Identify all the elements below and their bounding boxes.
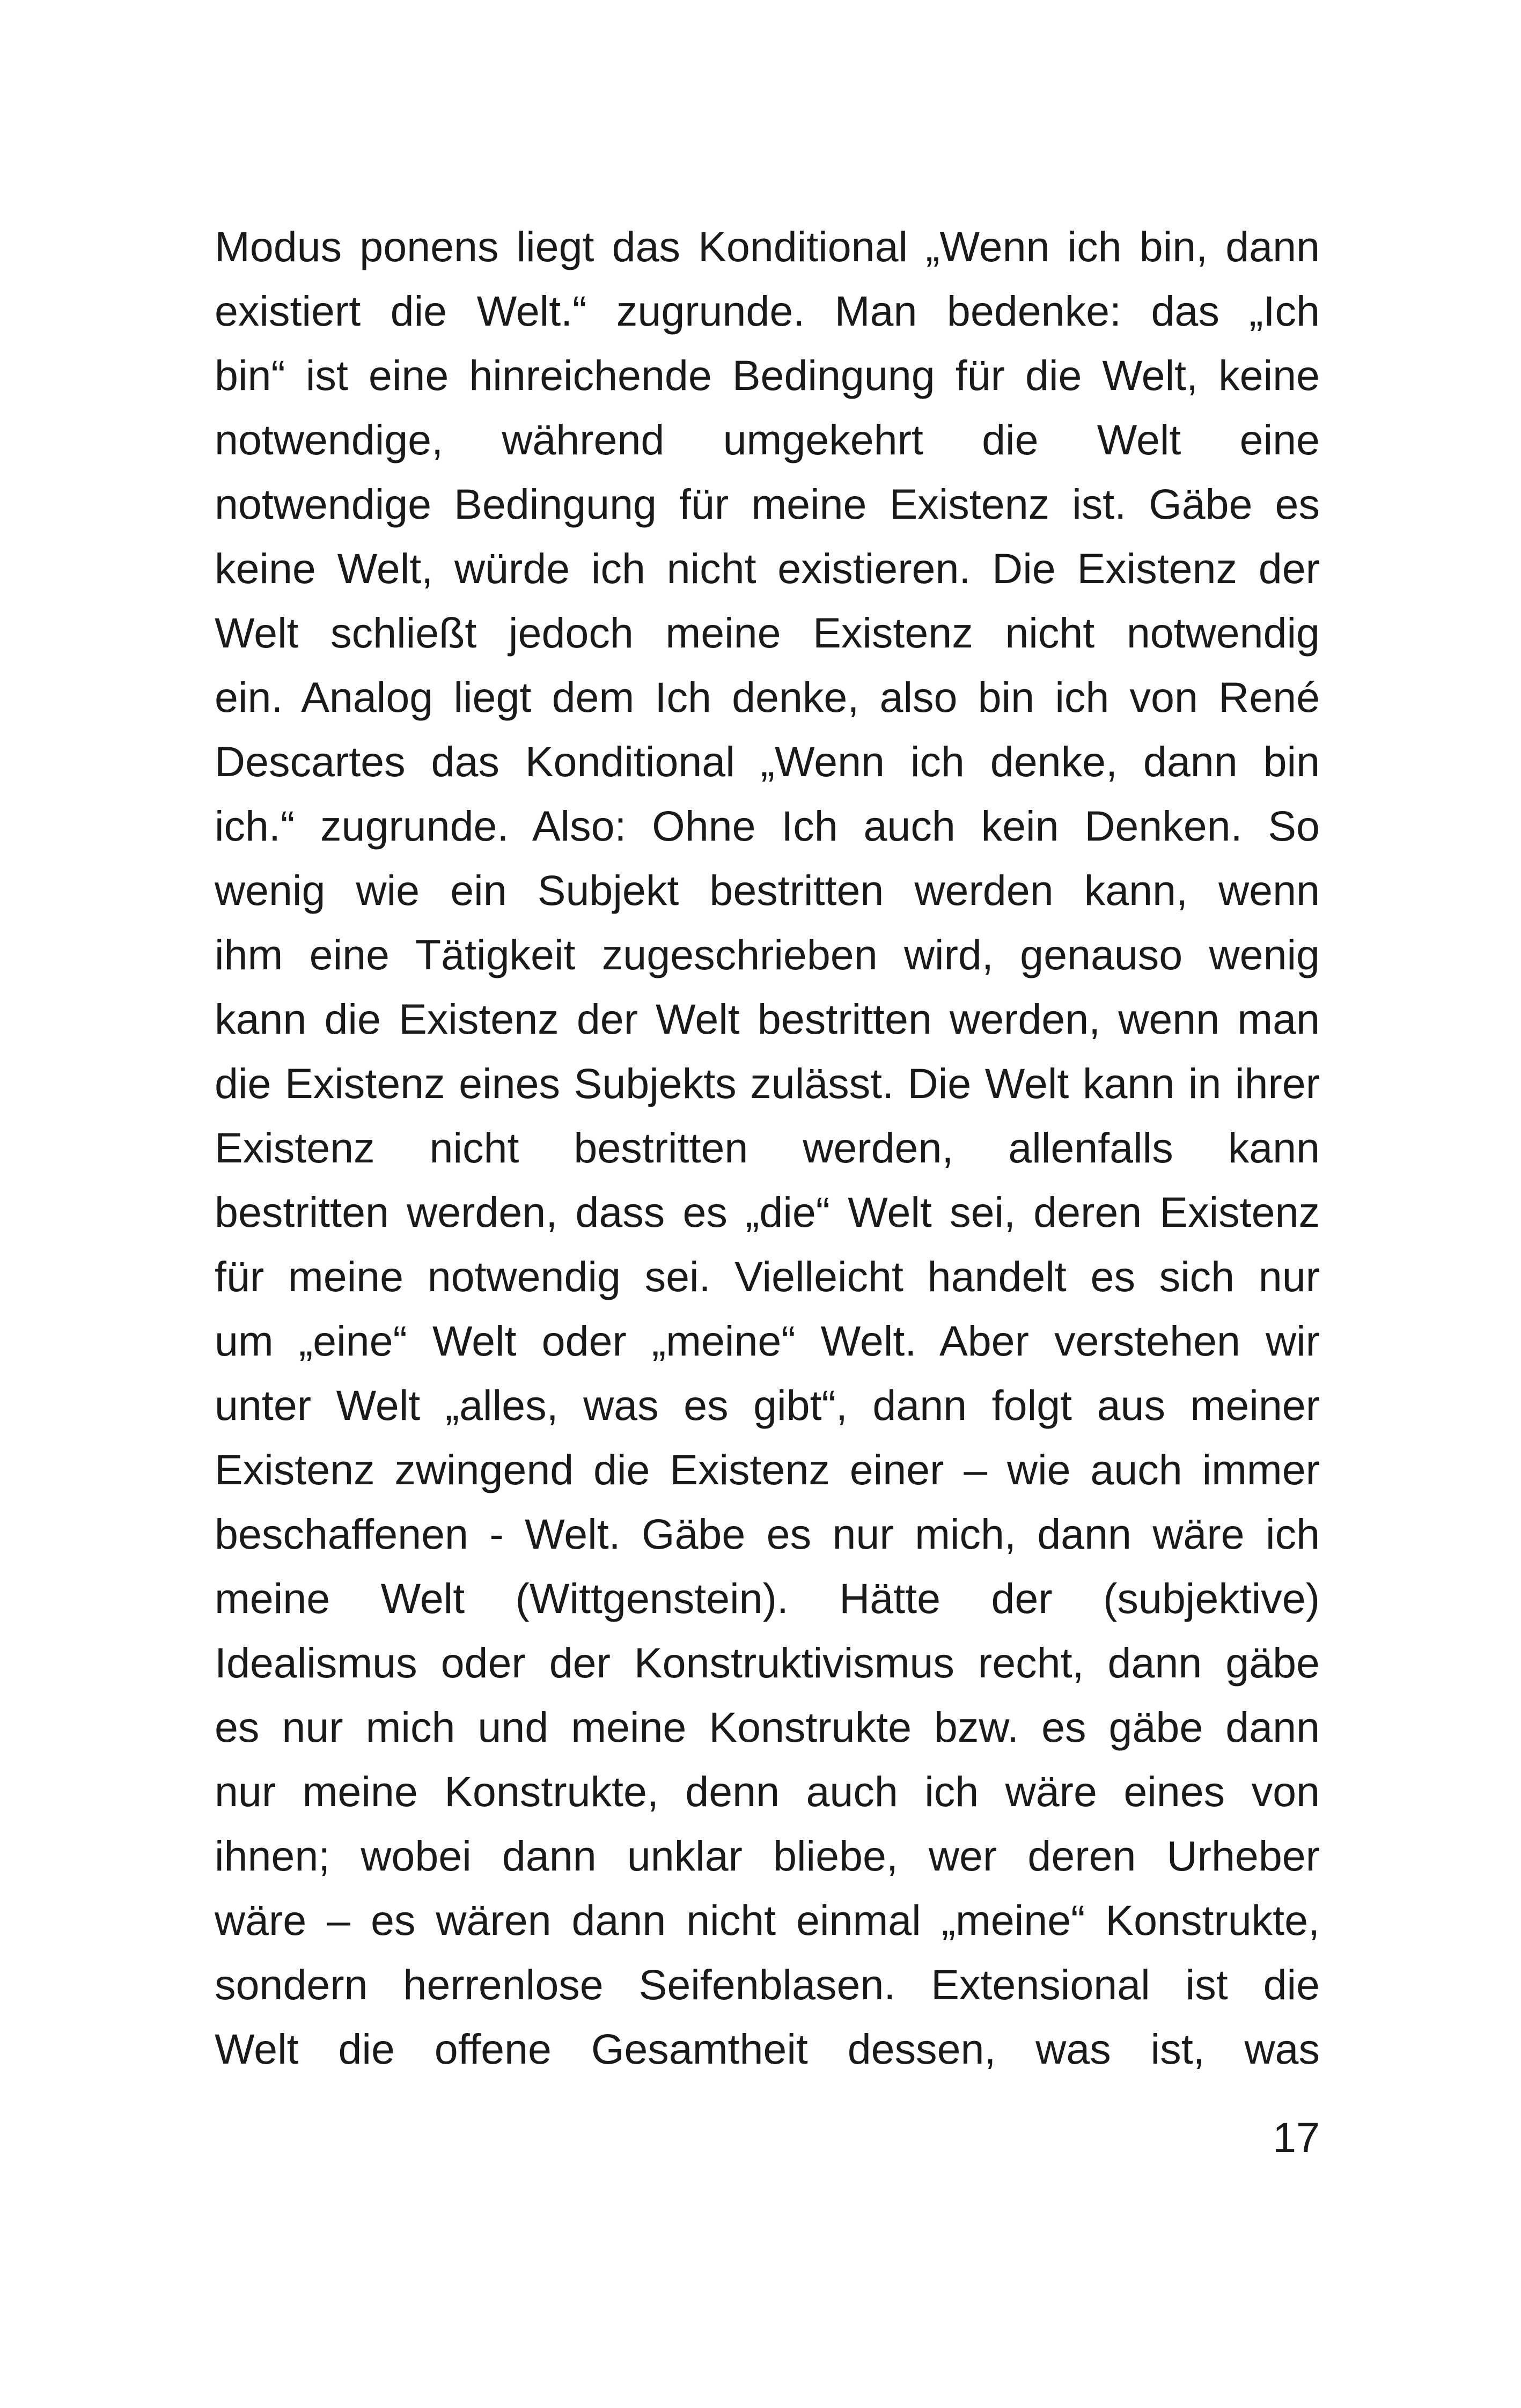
text-line-28: sondern herrenlose Seifenblasen. Extensional ist die <box>215 1961 1320 2008</box>
text-line-5: notwendige Bedingung für meine Existenz ist. Gäbe es <box>215 480 1320 528</box>
text-line-13: kann die Existenz der Welt bestritten werden, wenn man <box>215 995 1320 1043</box>
text-line-20: Existenz zwingend die Existenz einer – wie auch immer <box>215 1446 1320 1493</box>
text-line-22: meine Welt (Wittgenstein). Hätte der (subjektive) <box>215 1574 1320 1622</box>
text-line-3: bin“ ist eine hinreichende Bedingung für die Welt, keine <box>215 351 1320 399</box>
text-line-19: unter Welt „alles, was es gibt“, dann folgt aus meiner <box>215 1381 1320 1429</box>
text-line-4: notwendige, während umgekehrt die Welt eine <box>215 416 1320 463</box>
text-line-10: ich.“ zugrunde. Also: Ohne Ich auch kein Denken. So <box>215 802 1320 850</box>
text-line-11: wenig wie ein Subjekt bestritten werden kann, wenn <box>215 866 1320 914</box>
text-line-14: die Existenz eines Subjekts zulässt. Die Welt kann in ihrer <box>215 1059 1320 1107</box>
text-line-6: keine Welt, würde ich nicht existieren. Die Existenz der <box>215 544 1320 592</box>
text-line-29: Welt die offene Gesamtheit dessen, was ist, was <box>215 2025 1320 2073</box>
text-line-9: Descartes das Konditional „Wenn ich denke, dann bin <box>215 738 1320 785</box>
text-line-24: es nur mich und meine Konstrukte bzw. es gäbe dann <box>215 1703 1320 1751</box>
text-line-2: existiert die Welt.“ zugrunde. Man bedenke: das „Ich <box>215 287 1320 335</box>
text-line-25: nur meine Konstrukte, denn auch ich wäre eines von <box>215 1768 1320 1815</box>
text-line-16: bestritten werden, dass es „die“ Welt sei, deren Existenz <box>215 1188 1320 1236</box>
text-line-23: Idealismus oder der Konstruktivismus recht, dann gäbe <box>215 1639 1320 1687</box>
body-paragraph <box>215 215 1320 2081</box>
text-line-12: ihm eine Tätigkeit zugeschrieben wird, genauso wenig <box>215 931 1320 978</box>
text-line-26: ihnen; wobei dann unklar bliebe, wer deren Urheber <box>215 1832 1320 1880</box>
text-line-17: für meine notwendig sei. Vielleicht handelt es sich nur <box>215 1253 1320 1300</box>
text-line-21: beschaffenen - Welt. Gäbe es nur mich, dann wäre ich <box>215 1510 1320 1558</box>
text-line-18: um „eine“ Welt oder „meine“ Welt. Aber verstehen wir <box>215 1317 1320 1365</box>
text-line-1: Modus ponens liegt das Konditional „Wenn ich bin, dann <box>215 223 1320 270</box>
text-line-15: Existenz nicht bestritten werden, allenfalls kann <box>215 1124 1320 1172</box>
text-line-27: wäre – es wären dann nicht einmal „meine“ Konstrukte, <box>215 1896 1320 1944</box>
page-number: 17 <box>1273 2114 1320 2161</box>
text-line-8: ein. Analog liegt dem Ich denke, also bin ich von René <box>215 673 1320 721</box>
text-line-7: Welt schließt jedoch meine Existenz nicht notwendig <box>215 609 1320 657</box>
